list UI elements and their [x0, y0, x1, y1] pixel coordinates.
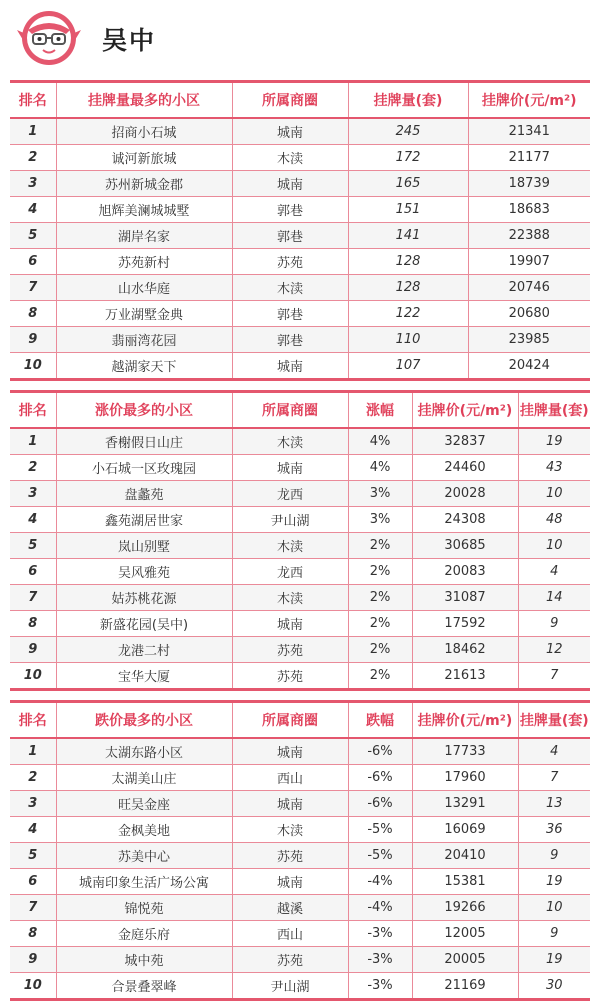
community-name-cell: 旭辉美澜城城墅: [56, 197, 232, 223]
listing-price-cell: 30685: [412, 533, 518, 559]
community-name-cell: 山水华庭: [56, 275, 232, 301]
listing-count-cell: 122: [348, 301, 468, 327]
table-row: [10, 301, 590, 327]
change-percent-cell: -3%: [348, 973, 412, 1000]
community-name-cell: 金庭乐府: [56, 921, 232, 947]
rank-cell: 7: [10, 585, 56, 611]
listing-count-cell: 9: [518, 611, 590, 637]
community-name-cell: 小石城一区玫瑰园: [56, 455, 232, 481]
listing-count-cell: 245: [348, 118, 468, 145]
business-district-cell: 城南: [232, 869, 348, 895]
rank-cell: 4: [10, 507, 56, 533]
community-name-cell: 盘蠡苑: [56, 481, 232, 507]
column-header: 挂牌量(套): [348, 82, 468, 119]
listing-price-cell: 20083: [412, 559, 518, 585]
business-district-cell: 城南: [232, 118, 348, 145]
listing-price-cell: 21169: [412, 973, 518, 1000]
listing-count-cell: 43: [518, 455, 590, 481]
business-district-cell: 城南: [232, 791, 348, 817]
column-header: 涨价最多的小区: [56, 392, 232, 429]
community-name-cell: 苏州新城金郡: [56, 171, 232, 197]
business-district-cell: 木渎: [232, 275, 348, 301]
table-row: [10, 428, 590, 455]
table-row: [10, 611, 590, 637]
community-name-cell: 翡丽湾花园: [56, 327, 232, 353]
rank-cell: 9: [10, 947, 56, 973]
mascot-logo-icon: [16, 8, 82, 68]
table-row: [10, 327, 590, 353]
column-header: 所属商圈: [232, 82, 348, 119]
rank-cell: 5: [10, 533, 56, 559]
column-header: 跌价最多的小区: [56, 702, 232, 739]
rank-cell: 3: [10, 481, 56, 507]
community-name-cell: 旺吴金座: [56, 791, 232, 817]
rank-cell: 4: [10, 197, 56, 223]
community-name-cell: 新盛花园(吴中): [56, 611, 232, 637]
column-header: 挂牌量最多的小区: [56, 82, 232, 119]
rank-cell: 1: [10, 738, 56, 765]
community-name-cell: 宝华大厦: [56, 663, 232, 690]
page-header: [0, 0, 600, 74]
listing-count-cell: 4: [518, 559, 590, 585]
listing-price-cell: 21177: [468, 145, 590, 171]
table-row: [10, 249, 590, 275]
change-percent-cell: 4%: [348, 455, 412, 481]
table-row: [10, 353, 590, 380]
rank-cell: 2: [10, 455, 56, 481]
listing-price-cell: 23985: [468, 327, 590, 353]
table-row: [10, 533, 590, 559]
listing-price-cell: 32837: [412, 428, 518, 455]
table-row: [10, 455, 590, 481]
listing-price-cell: 20424: [468, 353, 590, 380]
business-district-cell: 苏苑: [232, 663, 348, 690]
change-percent-cell: 2%: [348, 533, 412, 559]
rank-cell: 6: [10, 869, 56, 895]
rank-cell: 10: [23, 668, 42, 683]
community-name-cell: 香榭假日山庄: [56, 428, 232, 455]
table-row: [10, 507, 590, 533]
rank-cell: 1: [10, 118, 56, 145]
listing-price-cell: 24308: [412, 507, 518, 533]
table-row: [10, 585, 590, 611]
business-district-cell: 郭巷: [232, 327, 348, 353]
business-district-cell: 尹山湖: [232, 507, 348, 533]
listing-price-cell: 16069: [412, 817, 518, 843]
listing-count-cell: 165: [348, 171, 468, 197]
listing-price-cell: 20410: [412, 843, 518, 869]
listing-price-cell: 15381: [412, 869, 518, 895]
business-district-cell: 龙西: [232, 481, 348, 507]
table-row: [10, 973, 590, 1000]
table-row: [10, 663, 590, 690]
rank-cell: 4: [10, 817, 56, 843]
rank-cell: 5: [10, 223, 56, 249]
change-percent-cell: -6%: [348, 765, 412, 791]
listing-count-cell: 10: [518, 533, 590, 559]
column-header: 排名: [10, 392, 56, 429]
table-row: [10, 559, 590, 585]
rank-cell: 9: [10, 637, 56, 663]
rank-cell: 8: [10, 301, 56, 327]
change-percent-cell: -4%: [348, 895, 412, 921]
business-district-cell: 苏苑: [232, 843, 348, 869]
community-name-cell: 太湖美山庄: [56, 765, 232, 791]
table-row: [10, 481, 590, 507]
table-row: [10, 171, 590, 197]
community-name-cell: 苏美中心: [56, 843, 232, 869]
community-name-cell: 合景叠翠峰: [56, 973, 232, 1000]
community-name-cell: 越湖家天下: [56, 353, 232, 380]
business-district-cell: 苏苑: [232, 947, 348, 973]
column-header: 挂牌价(元/m²): [412, 392, 518, 429]
business-district-cell: 苏苑: [232, 637, 348, 663]
community-name-cell: 湖岸名家: [56, 223, 232, 249]
column-header: 跌幅: [348, 702, 412, 739]
change-percent-cell: -4%: [348, 869, 412, 895]
table-row: [10, 637, 590, 663]
table-header-row: [10, 82, 590, 119]
change-percent-cell: -6%: [348, 791, 412, 817]
column-header: 挂牌价(元/m²): [412, 702, 518, 739]
rank-cell: 3: [10, 791, 56, 817]
rank-cell: 2: [10, 145, 56, 171]
listing-count-cell: 19: [518, 947, 590, 973]
listing-count-cell: 141: [348, 223, 468, 249]
listing-price-cell: 19266: [412, 895, 518, 921]
rank-cell: 3: [10, 171, 56, 197]
table-row: [10, 197, 590, 223]
listing-price-cell: 18462: [412, 637, 518, 663]
listing-price-cell: 24460: [412, 455, 518, 481]
column-header: 排名: [10, 702, 56, 739]
change-percent-cell: -3%: [348, 947, 412, 973]
listing-count-cell: 10: [518, 481, 590, 507]
rank-cell: 10: [23, 978, 42, 993]
listing-count-cell: 4: [518, 738, 590, 765]
community-name-cell: 姑苏桃花源: [56, 585, 232, 611]
rank-cell: 6: [10, 249, 56, 275]
listing-count-cell: 30: [518, 973, 590, 1000]
change-percent-cell: 2%: [348, 559, 412, 585]
change-percent-cell: -3%: [348, 921, 412, 947]
business-district-cell: 苏苑: [232, 249, 348, 275]
business-district-cell: 西山: [232, 765, 348, 791]
business-district-cell: 城南: [232, 738, 348, 765]
business-district-cell: 木渎: [232, 585, 348, 611]
listing-count-cell: 9: [518, 843, 590, 869]
listing-price-cell: 21613: [412, 663, 518, 690]
rank-cell: 9: [10, 327, 56, 353]
table-row: [10, 895, 590, 921]
business-district-cell: 郭巷: [232, 301, 348, 327]
listing-count-cell: 36: [518, 817, 590, 843]
community-name-cell: 锦悦苑: [56, 895, 232, 921]
community-name-cell: 招商小石城: [56, 118, 232, 145]
listing-price-cell: 12005: [412, 921, 518, 947]
rank-cell: 6: [10, 559, 56, 585]
change-percent-cell: -6%: [348, 738, 412, 765]
listing-price-cell: 21341: [468, 118, 590, 145]
rank-cell: 1: [10, 428, 56, 455]
table-row: [10, 921, 590, 947]
business-district-cell: 木渎: [232, 428, 348, 455]
table-row: [10, 275, 590, 301]
business-district-cell: 西山: [232, 921, 348, 947]
listing-count-cell: 128: [348, 249, 468, 275]
community-name-cell: 鑫苑湖居世家: [56, 507, 232, 533]
column-header: 所属商圈: [232, 702, 348, 739]
change-percent-cell: 3%: [348, 507, 412, 533]
rank-cell: 7: [10, 895, 56, 921]
column-header: 挂牌价(元/m²): [468, 82, 590, 119]
page-title: 吴中: [102, 26, 157, 55]
listing-price-cell: 20746: [468, 275, 590, 301]
column-header: 排名: [10, 82, 56, 119]
listing-count-cell: 14: [518, 585, 590, 611]
listing-price-cell: 20680: [468, 301, 590, 327]
listing-price-cell: 20005: [412, 947, 518, 973]
community-name-cell: 苏苑新村: [56, 249, 232, 275]
listing-count-cell: 7: [518, 663, 590, 690]
community-name-cell: 城南印象生活广场公寓: [56, 869, 232, 895]
column-header: 挂牌量(套): [518, 702, 590, 739]
business-district-cell: 尹山湖: [232, 973, 348, 1000]
community-name-cell: 岚山别墅: [56, 533, 232, 559]
listing-count-cell: 110: [348, 327, 468, 353]
most-listings-table: [10, 80, 590, 381]
community-name-cell: 吴风雅苑: [56, 559, 232, 585]
business-district-cell: 城南: [232, 455, 348, 481]
rank-cell: 10: [23, 358, 42, 373]
business-district-cell: 城南: [232, 353, 348, 380]
listing-price-cell: 22388: [468, 223, 590, 249]
listing-price-cell: 17733: [412, 738, 518, 765]
listing-price-cell: 17592: [412, 611, 518, 637]
listing-count-cell: 128: [348, 275, 468, 301]
rank-cell: 5: [10, 843, 56, 869]
table-row: [10, 817, 590, 843]
table-row: [10, 223, 590, 249]
table-row: [10, 738, 590, 765]
business-district-cell: 木渎: [232, 817, 348, 843]
change-percent-cell: 2%: [348, 637, 412, 663]
listing-count-cell: 12: [518, 637, 590, 663]
listing-price-cell: 17960: [412, 765, 518, 791]
rank-cell: 8: [10, 611, 56, 637]
table-header-row: [10, 392, 590, 429]
listing-count-cell: 48: [518, 507, 590, 533]
rank-cell: 2: [10, 765, 56, 791]
listing-count-cell: 19: [518, 869, 590, 895]
listing-count-cell: 13: [518, 791, 590, 817]
listing-price-cell: 18739: [468, 171, 590, 197]
change-percent-cell: 4%: [348, 428, 412, 455]
change-percent-cell: 2%: [348, 585, 412, 611]
change-percent-cell: -5%: [348, 843, 412, 869]
rank-cell: 8: [10, 921, 56, 947]
community-name-cell: 城中苑: [56, 947, 232, 973]
table-row: [10, 947, 590, 973]
column-header: 挂牌量(套): [518, 392, 590, 429]
change-percent-cell: 3%: [348, 481, 412, 507]
table-row: [10, 765, 590, 791]
listing-count-cell: 7: [518, 765, 590, 791]
change-percent-cell: -5%: [348, 817, 412, 843]
business-district-cell: 郭巷: [232, 223, 348, 249]
listing-count-cell: 172: [348, 145, 468, 171]
business-district-cell: 郭巷: [232, 197, 348, 223]
column-header: 涨幅: [348, 392, 412, 429]
business-district-cell: 城南: [232, 611, 348, 637]
community-name-cell: 诚河新旅城: [56, 145, 232, 171]
table-row: [10, 869, 590, 895]
community-name-cell: 龙港二村: [56, 637, 232, 663]
business-district-cell: 木渎: [232, 533, 348, 559]
listing-price-cell: 13291: [412, 791, 518, 817]
listing-count-cell: 10: [518, 895, 590, 921]
business-district-cell: 越溪: [232, 895, 348, 921]
community-name-cell: 万业湖墅金典: [56, 301, 232, 327]
rank-cell: 7: [10, 275, 56, 301]
listing-price-cell: 18683: [468, 197, 590, 223]
community-name-cell: 金枫美地: [56, 817, 232, 843]
listing-price-cell: 19907: [468, 249, 590, 275]
table-row: [10, 843, 590, 869]
business-district-cell: 城南: [232, 171, 348, 197]
price-drop-table: [10, 700, 590, 1001]
community-name-cell: 太湖东路小区: [56, 738, 232, 765]
table-header-row: [10, 702, 590, 739]
listing-count-cell: 19: [518, 428, 590, 455]
table-row: [10, 118, 590, 145]
price-rise-table: [10, 390, 590, 691]
business-district-cell: 木渎: [232, 145, 348, 171]
change-percent-cell: 2%: [348, 611, 412, 637]
listing-count-cell: 9: [518, 921, 590, 947]
table-row: [10, 145, 590, 171]
table-row: [10, 791, 590, 817]
listing-price-cell: 20028: [412, 481, 518, 507]
change-percent-cell: 2%: [348, 663, 412, 690]
listing-count-cell: 107: [348, 353, 468, 380]
column-header: 所属商圈: [232, 392, 348, 429]
business-district-cell: 龙西: [232, 559, 348, 585]
listing-price-cell: 31087: [412, 585, 518, 611]
listing-count-cell: 151: [348, 197, 468, 223]
